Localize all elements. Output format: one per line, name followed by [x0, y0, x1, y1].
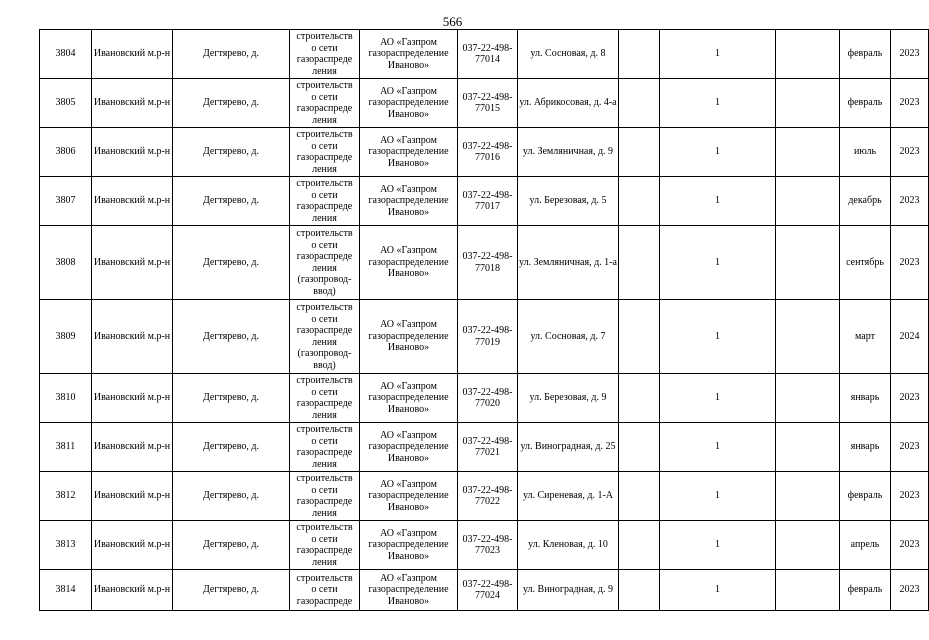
- empty-cell: [619, 570, 660, 611]
- organization-cell: АО «Газпром газораспределение Иваново»: [360, 30, 458, 79]
- address-cell: ул. Кленовая, д. 10: [518, 521, 619, 570]
- work-type-cell: строительств о сети газораспреде ления (газопровод- ввод): [290, 226, 360, 300]
- village-cell: Дегтярево, д.: [173, 177, 290, 226]
- empty-cell: [776, 521, 840, 570]
- object-id-cell: 037-22-498-77020: [458, 374, 518, 423]
- table-row: [40, 30, 929, 79]
- district-cell: Ивановский м.р-н: [92, 374, 173, 423]
- village-cell: Дегтярево, д.: [173, 423, 290, 472]
- object-id-cell: 037-22-498-77023: [458, 521, 518, 570]
- empty-cell: [619, 177, 660, 226]
- row-number: 3807: [40, 177, 92, 226]
- district-cell: Ивановский м.р-н: [92, 30, 173, 79]
- empty-cell: [619, 30, 660, 79]
- empty-cell: [619, 300, 660, 374]
- district-cell: Ивановский м.р-н: [92, 300, 173, 374]
- row-number: 3814: [40, 570, 92, 611]
- address-cell: ул. Сосновая, д. 8: [518, 30, 619, 79]
- table-row: [40, 472, 929, 521]
- empty-cell: [619, 79, 660, 128]
- empty-cell: [776, 423, 840, 472]
- address-cell: ул. Виноградная, д. 9: [518, 570, 619, 611]
- organization-cell: АО «Газпром газораспределение Иваново»: [360, 226, 458, 300]
- organization-cell: АО «Газпром газораспределение Иваново»: [360, 79, 458, 128]
- year-cell: 2023: [891, 79, 929, 128]
- row-number: 3809: [40, 300, 92, 374]
- empty-cell: [776, 472, 840, 521]
- table-row: [40, 128, 929, 177]
- district-cell: Ивановский м.р-н: [92, 423, 173, 472]
- row-number: 3806: [40, 128, 92, 177]
- work-type-cell: строительств о сети газораспреде ления: [290, 521, 360, 570]
- row-number: 3810: [40, 374, 92, 423]
- object-id-cell: 037-22-498-77017: [458, 177, 518, 226]
- quantity-cell: 1: [660, 472, 776, 521]
- row-number: 3805: [40, 79, 92, 128]
- work-type-cell: строительств о сети газораспреде ления: [290, 128, 360, 177]
- month-cell: март: [840, 300, 891, 374]
- work-type-cell: строительств о сети газораспреде ления (газопровод- ввод): [290, 300, 360, 374]
- quantity-cell: 1: [660, 30, 776, 79]
- row-number: 3804: [40, 30, 92, 79]
- organization-cell: АО «Газпром газораспределение Иваново»: [360, 570, 458, 611]
- gasification-table: [39, 29, 929, 611]
- organization-cell: АО «Газпром газораспределение Иваново»: [360, 374, 458, 423]
- address-cell: ул. Сиреневая, д. 1-А: [518, 472, 619, 521]
- empty-cell: [619, 521, 660, 570]
- district-cell: Ивановский м.р-н: [92, 226, 173, 300]
- empty-cell: [619, 128, 660, 177]
- table-row: [40, 521, 929, 570]
- district-cell: Ивановский м.р-н: [92, 472, 173, 521]
- row-number: 3813: [40, 521, 92, 570]
- row-number: 3808: [40, 226, 92, 300]
- table-row: [40, 226, 929, 300]
- table-row: [40, 570, 929, 611]
- quantity-cell: 1: [660, 79, 776, 128]
- work-type-cell: строительств о сети газораспреде ления: [290, 177, 360, 226]
- work-type-cell: строительств о сети газораспреде: [290, 570, 360, 611]
- village-cell: Дегтярево, д.: [173, 472, 290, 521]
- empty-cell: [776, 30, 840, 79]
- month-cell: июль: [840, 128, 891, 177]
- village-cell: Дегтярево, д.: [173, 128, 290, 177]
- quantity-cell: 1: [660, 226, 776, 300]
- empty-cell: [619, 472, 660, 521]
- month-cell: декабрь: [840, 177, 891, 226]
- object-id-cell: 037-22-498-77015: [458, 79, 518, 128]
- quantity-cell: 1: [660, 374, 776, 423]
- row-number: 3812: [40, 472, 92, 521]
- district-cell: Ивановский м.р-н: [92, 79, 173, 128]
- empty-cell: [776, 79, 840, 128]
- object-id-cell: 037-22-498-77016: [458, 128, 518, 177]
- table-row: [40, 423, 929, 472]
- address-cell: ул. Березовая, д. 5: [518, 177, 619, 226]
- year-cell: 2023: [891, 177, 929, 226]
- month-cell: февраль: [840, 30, 891, 79]
- year-cell: 2023: [891, 570, 929, 611]
- organization-cell: АО «Газпром газораспределение Иваново»: [360, 423, 458, 472]
- village-cell: Дегтярево, д.: [173, 79, 290, 128]
- empty-cell: [776, 128, 840, 177]
- village-cell: Дегтярево, д.: [173, 521, 290, 570]
- village-cell: Дегтярево, д.: [173, 30, 290, 79]
- object-id-cell: 037-22-498-77021: [458, 423, 518, 472]
- village-cell: Дегтярево, д.: [173, 374, 290, 423]
- empty-cell: [776, 374, 840, 423]
- work-type-cell: строительств о сети газораспреде ления: [290, 423, 360, 472]
- year-cell: 2023: [891, 423, 929, 472]
- village-cell: Дегтярево, д.: [173, 300, 290, 374]
- organization-cell: АО «Газпром газораспределение Иваново»: [360, 177, 458, 226]
- object-id-cell: 037-22-498-77022: [458, 472, 518, 521]
- organization-cell: АО «Газпром газораспределение Иваново»: [360, 300, 458, 374]
- address-cell: ул. Виноградная, д. 25: [518, 423, 619, 472]
- quantity-cell: 1: [660, 521, 776, 570]
- month-cell: январь: [840, 374, 891, 423]
- work-type-cell: строительств о сети газораспреде ления: [290, 79, 360, 128]
- organization-cell: АО «Газпром газораспределение Иваново»: [360, 128, 458, 177]
- year-cell: 2023: [891, 128, 929, 177]
- quantity-cell: 1: [660, 570, 776, 611]
- organization-cell: АО «Газпром газораспределение Иваново»: [360, 472, 458, 521]
- address-cell: ул. Земляничная, д. 1-а: [518, 226, 619, 300]
- year-cell: 2023: [891, 374, 929, 423]
- address-cell: ул. Березовая, д. 9: [518, 374, 619, 423]
- empty-cell: [619, 226, 660, 300]
- district-cell: Ивановский м.р-н: [92, 128, 173, 177]
- object-id-cell: 037-22-498-77014: [458, 30, 518, 79]
- object-id-cell: 037-22-498-77024: [458, 570, 518, 611]
- quantity-cell: 1: [660, 423, 776, 472]
- object-id-cell: 037-22-498-77018: [458, 226, 518, 300]
- quantity-cell: 1: [660, 128, 776, 177]
- quantity-cell: 1: [660, 300, 776, 374]
- empty-cell: [776, 570, 840, 611]
- address-cell: ул. Сосновая, д. 7: [518, 300, 619, 374]
- village-cell: Дегтярево, д.: [173, 226, 290, 300]
- work-type-cell: строительств о сети газораспреде ления: [290, 374, 360, 423]
- empty-cell: [776, 226, 840, 300]
- month-cell: февраль: [840, 79, 891, 128]
- row-number: 3811: [40, 423, 92, 472]
- address-cell: ул. Земляничная, д. 9: [518, 128, 619, 177]
- month-cell: февраль: [840, 570, 891, 611]
- table-row: [40, 177, 929, 226]
- quantity-cell: 1: [660, 177, 776, 226]
- month-cell: сентябрь: [840, 226, 891, 300]
- year-cell: 2023: [891, 521, 929, 570]
- district-cell: Ивановский м.р-н: [92, 521, 173, 570]
- district-cell: Ивановский м.р-н: [92, 177, 173, 226]
- village-cell: Дегтярево, д.: [173, 570, 290, 611]
- year-cell: 2023: [891, 30, 929, 79]
- page-number: 566: [442, 14, 463, 29]
- year-cell: 2023: [891, 472, 929, 521]
- address-cell: ул. Абрикосовая, д. 4-а: [518, 79, 619, 128]
- object-id-cell: 037-22-498-77019: [458, 300, 518, 374]
- table-row: [40, 79, 929, 128]
- month-cell: январь: [840, 423, 891, 472]
- empty-cell: [776, 300, 840, 374]
- month-cell: февраль: [840, 472, 891, 521]
- month-cell: апрель: [840, 521, 891, 570]
- empty-cell: [776, 177, 840, 226]
- year-cell: 2024: [891, 300, 929, 374]
- empty-cell: [619, 423, 660, 472]
- organization-cell: АО «Газпром газораспределение Иваново»: [360, 521, 458, 570]
- empty-cell: [619, 374, 660, 423]
- district-cell: Ивановский м.р-н: [92, 570, 173, 611]
- year-cell: 2023: [891, 226, 929, 300]
- table-row: [40, 374, 929, 423]
- work-type-cell: строительств о сети газораспреде ления: [290, 30, 360, 79]
- work-type-cell: строительств о сети газораспреде ления: [290, 472, 360, 521]
- table-row: [40, 300, 929, 374]
